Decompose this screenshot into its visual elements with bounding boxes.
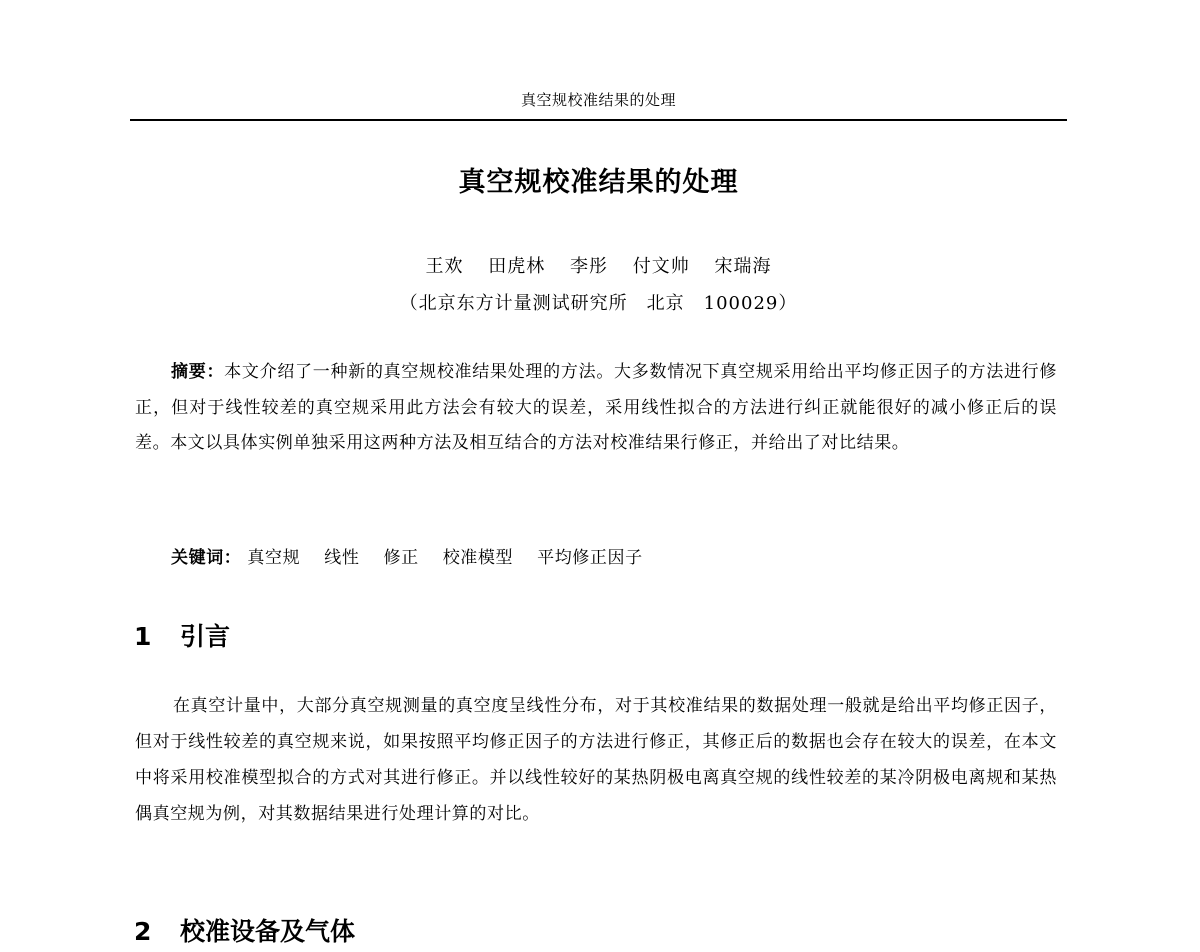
affiliation: （北京东方计量测试研究所 北京 100029） [399, 293, 798, 314]
keyword: 线性 [324, 548, 360, 568]
author: 宋瑞海 [714, 256, 772, 277]
running-header: 真空规校准结果的处理 [520, 91, 676, 109]
keywords [171, 543, 661, 568]
abstract-text: 本文介绍了一种新的真空规校准结果处理的方法。大多数情况下真空规采用给出平均修正因子的方法进行修正，但对于线性较差的真空规采用此方法会有较大的误差，采用线性拟合的方法进行纠正就能很好的减小修正后的误差。本文以具体实例单独采用这两种方法及相互结合的方法对校准结果行修正，并给出了对比结果。 [135, 362, 1057, 453]
abstract [135, 355, 1057, 462]
keyword: 真空规 [247, 548, 301, 568]
author: 王欢 [425, 256, 464, 277]
section-number: 2 [134, 917, 152, 946]
paper-title: 真空规校准结果的处理 [458, 167, 739, 198]
keyword: 修正 [383, 548, 419, 568]
section-title: 校准设备及气体 [180, 917, 356, 946]
abstract-label: 摘要： [171, 362, 225, 382]
header-rule [130, 119, 1067, 121]
introduction-paragraph: 在真空计量中，大部分真空规测量的真空度呈线性分布，对于其校准结果的数据处理一般就是给出平均修正因子，但对于线性较差的真空规来说，如果按照平均修正因子的方法进行修正，其修正后的数据也会存在较大的误差，在本文中将采用校准模型拟合的方式对其进行修正。并以线性较好的某热阴极电离真空规的线性较差的某冷阴极电离规和某热偶真空规为例，对其数据结果进行处理计算的对比。 [135, 696, 1057, 824]
keyword: 校准模型 [442, 548, 514, 568]
keywords-label: 关键词： [171, 548, 242, 568]
section-title: 引言 [180, 622, 231, 651]
author: 付文帅 [632, 256, 690, 277]
author-list [130, 252, 1067, 278]
author: 田虎林 [488, 256, 546, 277]
section-heading-introduction [134, 617, 230, 653]
section-number: 1 [134, 622, 152, 651]
author: 李彤 [570, 256, 608, 277]
keyword: 平均修正因子 [537, 548, 643, 568]
section-heading-equipment [134, 912, 355, 948]
